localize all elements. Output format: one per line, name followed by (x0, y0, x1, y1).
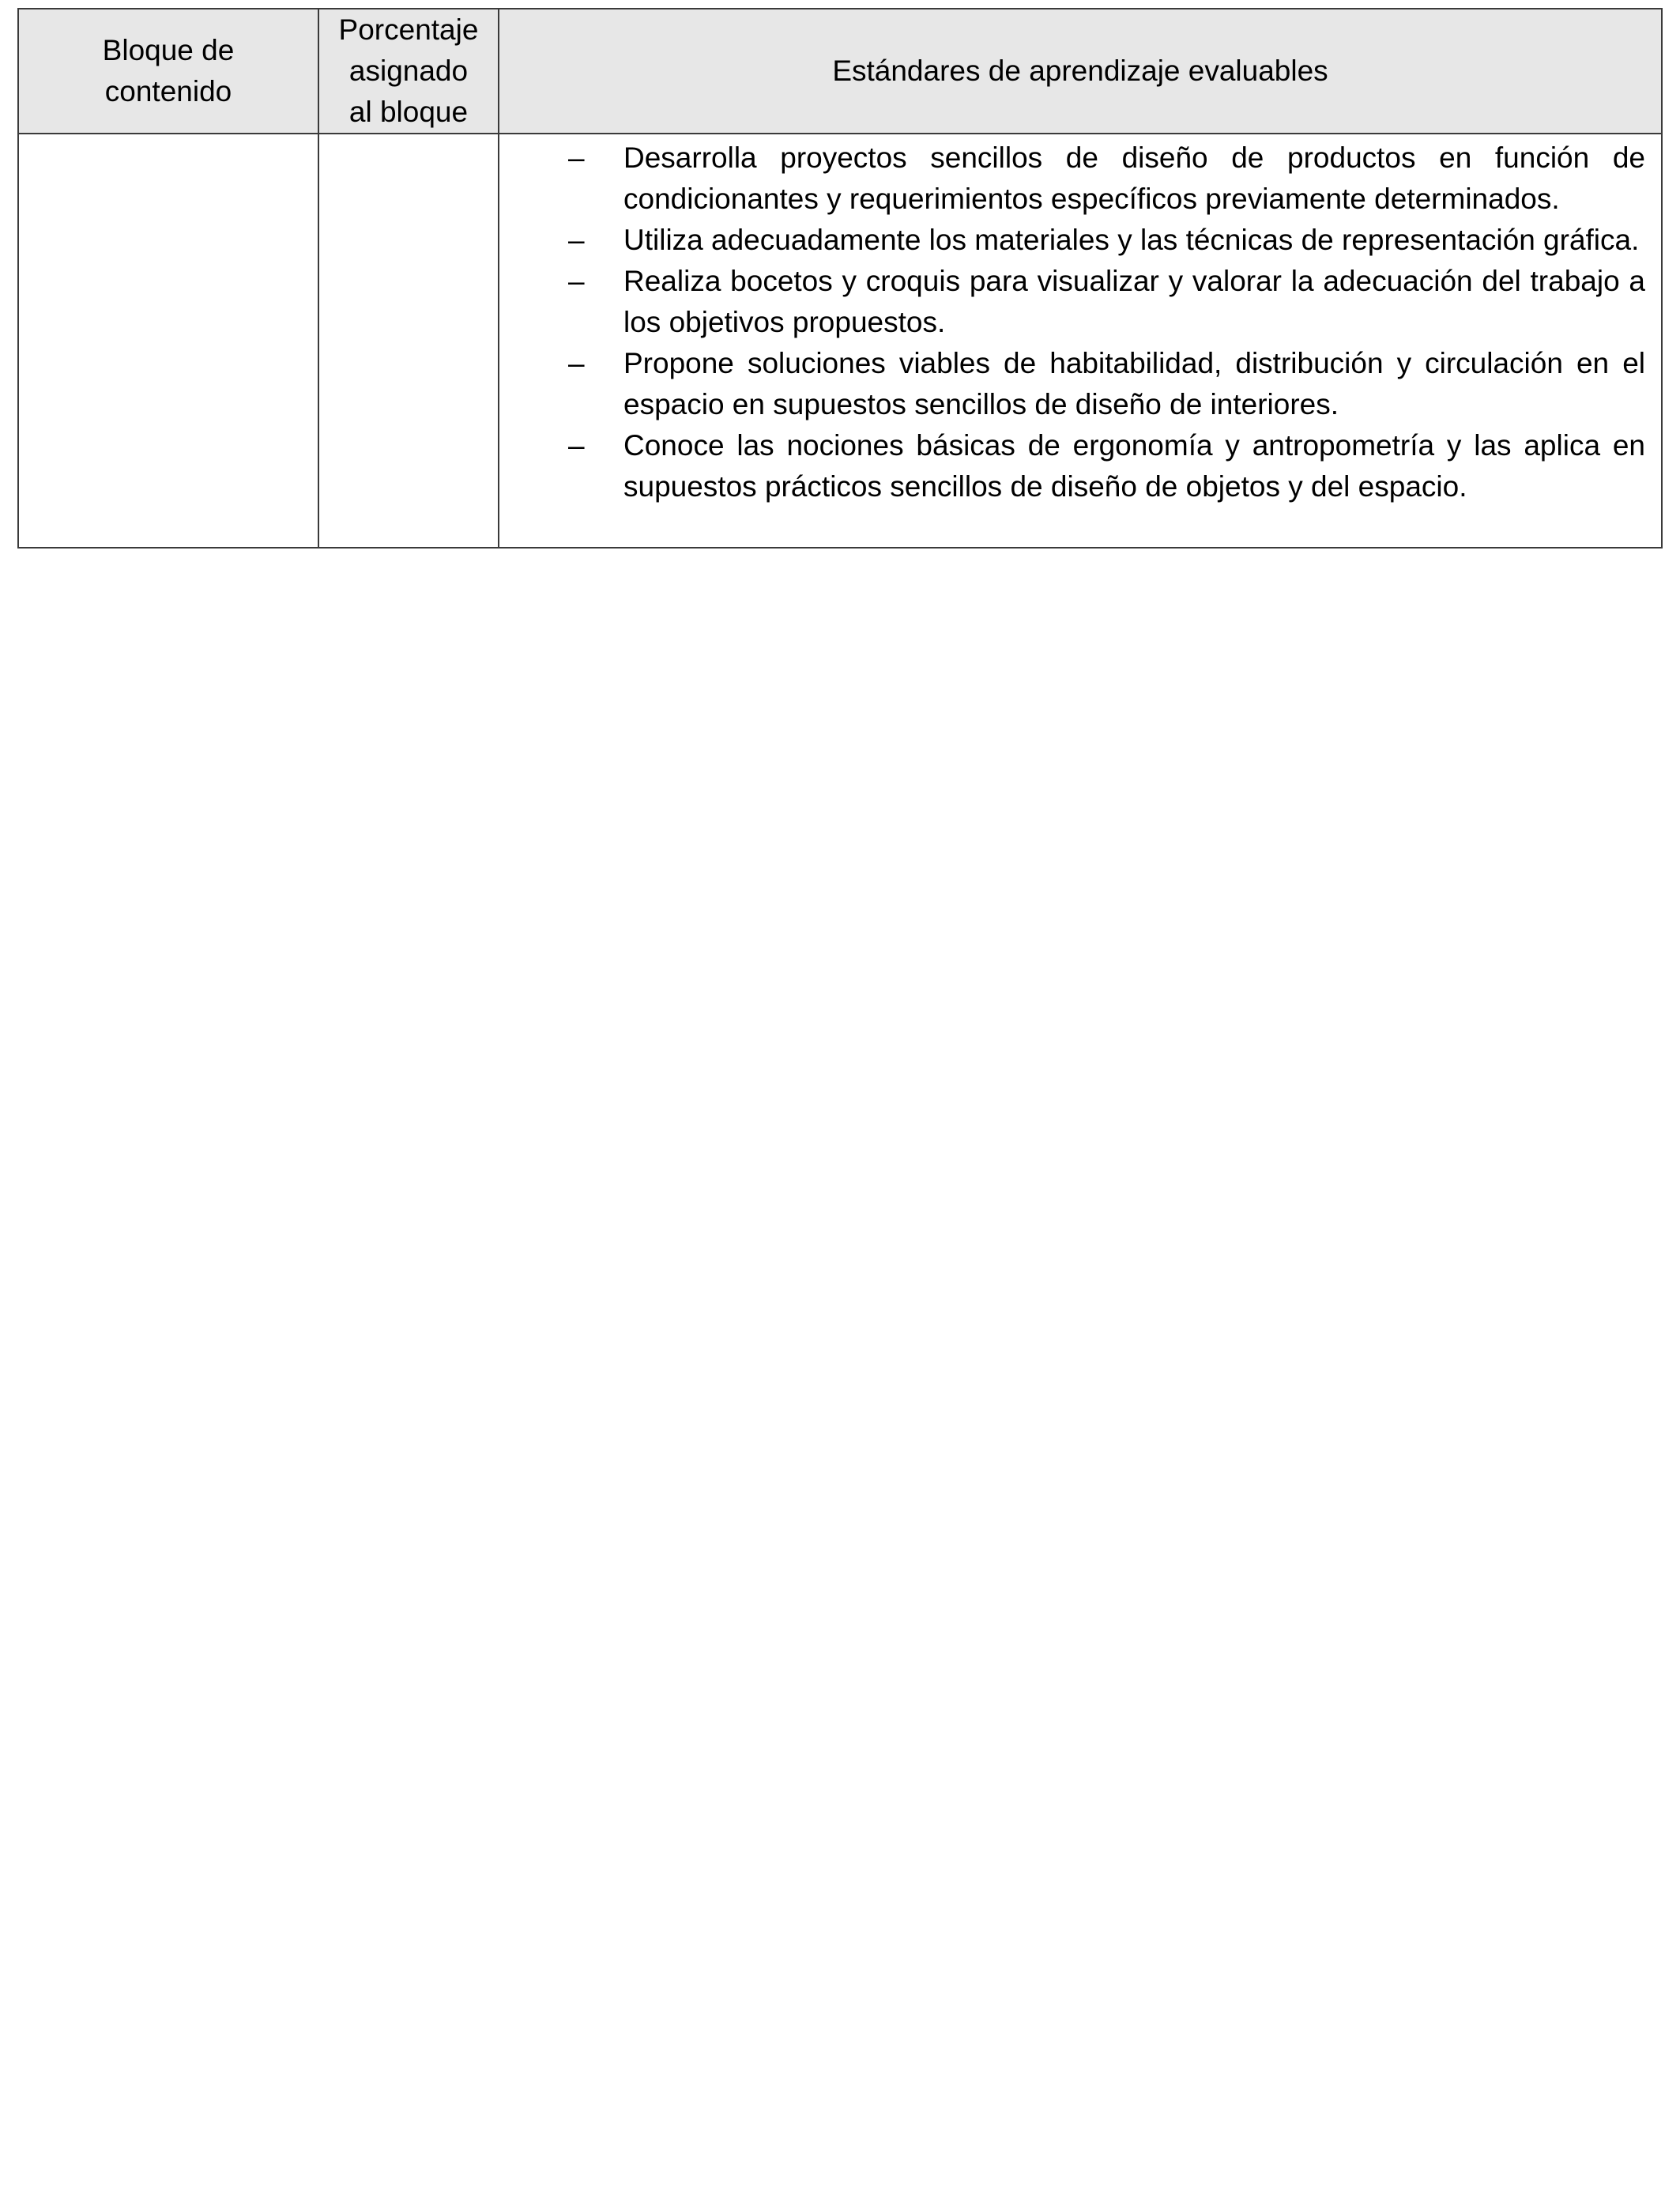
dash-bullet: – (568, 141, 585, 174)
cell-porcentaje (318, 134, 499, 548)
standard-item (499, 425, 1645, 507)
cell-bloque (18, 134, 318, 548)
header-estandares: Estándares de aprendizaje evaluables (499, 9, 1662, 134)
dash-bullet: – (568, 429, 585, 462)
header-porcentaje-line: asignado (348, 55, 469, 87)
standards-table (17, 8, 1663, 548)
table-header-row (18, 9, 1662, 134)
standards-list (499, 134, 1661, 507)
table-row (18, 134, 1662, 548)
header-porcentaje-line: Porcentaje (338, 13, 479, 46)
cell-estandares (499, 134, 1662, 548)
dash-bullet: – (568, 224, 585, 256)
standard-text: Utiliza adecuadamente los materiales y las técnicas de representación gráfica. (623, 224, 1640, 256)
dash-bullet: – (568, 265, 585, 297)
standard-text: Realiza bocetos y croquis para visualizar y valorar la adecuación del trabajo a los objetivos propuestos. (623, 265, 1645, 338)
standard-item (499, 220, 1645, 261)
standard-text: Conoce las nociones básicas de ergonomía y antropometría y las aplica en supuestos prácticos sencillos de diseño de objetos y del espacio. (623, 429, 1645, 503)
standard-item (499, 343, 1645, 425)
header-porcentaje-asignado (318, 9, 499, 134)
standard-item (499, 138, 1645, 220)
dash-bullet: – (568, 347, 585, 379)
standard-item (499, 261, 1645, 343)
header-porcentaje-line: al bloque (348, 96, 469, 128)
header-bloque-de-contenido (18, 9, 318, 134)
header-bloque-line: contenido (104, 75, 232, 107)
standard-text: Desarrolla proyectos sencillos de diseño de productos en función de condicionantes y requerimientos específicos previamente determinados. (623, 141, 1645, 215)
header-bloque-line: Bloque de (102, 34, 235, 66)
standard-text: Propone soluciones viables de habitabilidad, distribución y circulación en el espacio en supuestos sencillos de diseño de interiores. (623, 347, 1645, 420)
